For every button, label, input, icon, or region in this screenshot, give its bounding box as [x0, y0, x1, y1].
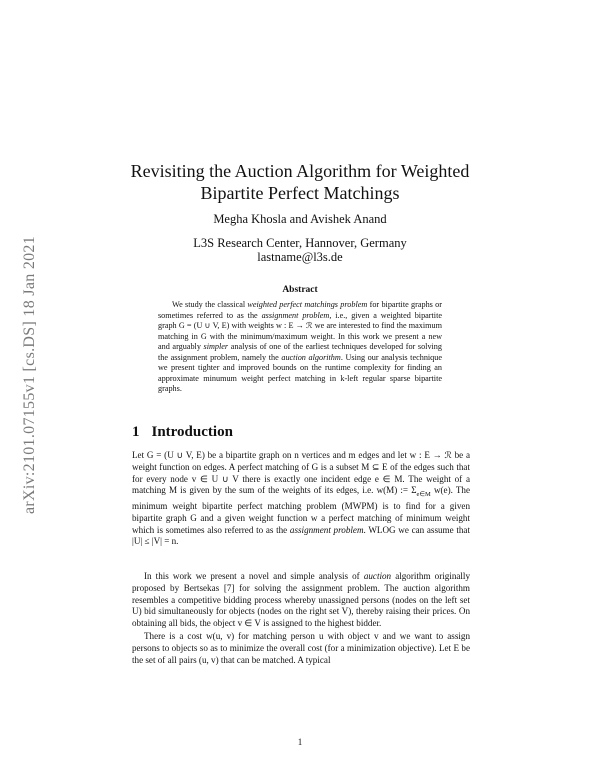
title-line-1: Revisiting the Auction Algorithm for Weighted [130, 161, 470, 181]
paragraph-text: algorithm originally proposed by Bertsekas [7] for solving the assignment problem. The auction algorithm resembles a competitive bidding process whereby unassigned persons (nodes on the left set U) bid simultaneously for objects (nodes on the right set V), thereby raising their prices. On obtaining all bids, the object v ∈ V is assigned to the highest bidder. [132, 571, 471, 629]
paragraph-emphasis: auction [363, 571, 392, 581]
abstract-text-part: We study the classical [172, 300, 248, 309]
section-number: 1 [132, 424, 140, 440]
abstract-heading: Abstract [282, 285, 318, 295]
paragraph-text: Let G = (U ∪ V, E) be a bipartite graph on n vertices and m edges and let w : E → ℛ be a weight function on edges. A perfect matching of G is a subset M ⊆ E of the edges such that for every node v ∈ U ∪ V there is exactly one incident edge e ∈ M. The weight of a matching M is given by the sum of the weights of its edges, i.e. w(M) := Σ [132, 450, 470, 496]
page-number: 1 [297, 737, 303, 747]
affiliation-block [120, 236, 480, 264]
abstract-emphasis: weighted perfect matchings problem [247, 300, 368, 309]
intro-paragraph-2 [132, 571, 470, 630]
abstract-emphasis: auction algorithm [281, 352, 341, 362]
title-line-2: Bipartite Perfect Matchings [200, 183, 400, 203]
abstract-text-part: , i.e., given a weighted bipartite graph G = (U ∪ V, E) with weights w : E → ℛ we are interested to find the maximum matching in G with the minimum/maximum weight. In this work we present a new and arguably [158, 310, 442, 351]
abstract-emphasis: assignment problem [261, 310, 330, 320]
section-heading [132, 424, 233, 441]
sum-subscript: e∈M [416, 491, 431, 499]
abstract-text-part: for bipartite graphs or sometimes referred to as the [158, 300, 442, 320]
paragraph-text: In this work we present a novel and simple analysis of [144, 571, 364, 581]
abstract-emphasis: simpler [203, 342, 229, 351]
authors: Megha Khosla and Avishek Anand [213, 212, 387, 226]
abstract-text-part: analysis of one of the earliest techniques developed for solving the assignment problem, namely the [158, 342, 442, 362]
paragraph-text: . WLOG we can assume that |U| ≤ |V| = n. [132, 524, 470, 547]
abstract-text [158, 300, 442, 395]
abstract-text-part: . Using our analysis technique we present tighter and improved bounds on the runtime complexity for finding an approximate minumum weight perfect matching in k-left regular sparse bipartite graphs. [158, 352, 443, 393]
intro-paragraph-1 [132, 450, 470, 548]
arxiv-identifier: arXiv:2101.07155v1 [cs.DS] 18 Jan 2021 [21, 235, 39, 515]
affiliation: L3S Research Center, Hannover, Germany [193, 236, 407, 250]
paragraph-text: w(e). The minimum weight bipartite perfect matching problem (MWPM) is to find for a given bipartite graph G and a given weight function w a perfect matching of minimum weight which is sometimes also referred to as the [132, 485, 470, 535]
paragraph-emphasis: assignment problem [289, 524, 364, 535]
paper-title [120, 160, 480, 204]
email: lastname@l3s.de [257, 250, 343, 264]
section-title: Introduction [151, 424, 233, 440]
intro-paragraph-3: There is a cost w(u, v) for matching person u with object v and we want to assign persons to objects so as to minimize the overall cost (for a minimization objective). Let E be the set of all pairs (u, v) that can be matched. A typical [132, 631, 470, 665]
arxiv-identifier-stamp [15, 175, 45, 575]
